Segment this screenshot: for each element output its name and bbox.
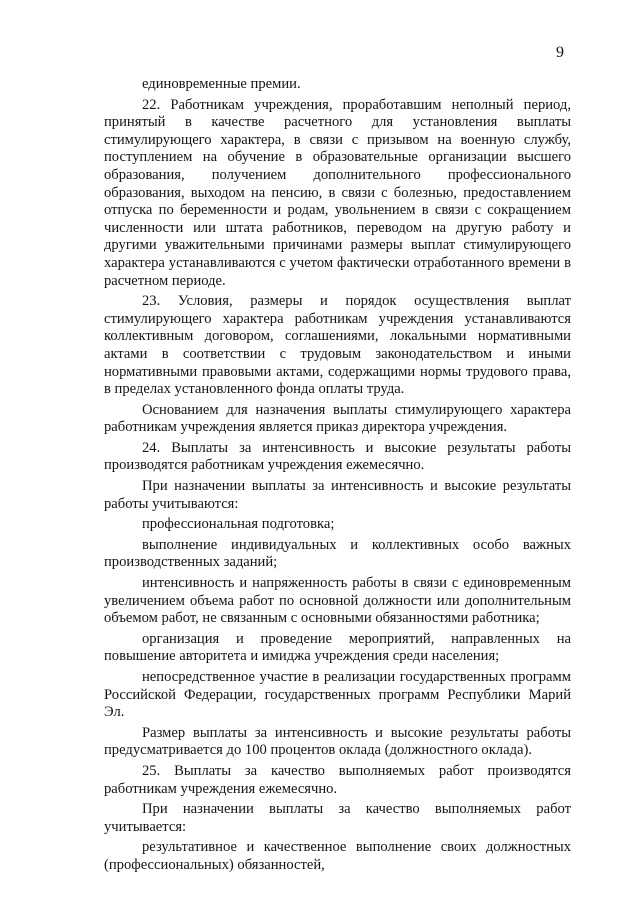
list-item-performance: результативное и качественное выполнение своих должностных (профессиональных) обязанностей,: [104, 839, 571, 873]
paragraph-basis-order: Основанием для назначения выплаты стимулирующего характера работникам учреждения является приказ директора учреждения.: [104, 401, 571, 436]
paragraph-clause-25: 25. Выплаты за качество выполняемых работ производятся работникам учреждения ежемесячно.: [104, 762, 571, 797]
list-item-special-tasks: выполнение индивидуальных и коллективных особо важных производственных заданий;: [104, 536, 571, 571]
list-item-intensity: интенсивность и напряженность работы в связи с единовременным увеличением объема работ по основной должности или дополнительным объемом работ, не связанным с основными обязанностями работника;: [104, 575, 571, 627]
list-item-programs: непосредственное участие в реализации государственных программ Российской Федерации, государственных программ Республики Марий Эл.: [104, 669, 571, 721]
paragraph-continuation: единовременные премии.: [142, 76, 301, 92]
document-body: [104, 76, 571, 875]
page-number: 9: [556, 44, 564, 61]
paragraph-quality-intro: При назначении выплаты за качество выполняемых работ учитывается:: [104, 801, 571, 835]
paragraph-clause-24: 24. Выплаты за интенсивность и высокие результаты работы производятся работникам учреждения ежемесячно.: [104, 439, 571, 474]
list-item-training: профессиональная подготовка;: [142, 516, 335, 533]
paragraph-clause-23: 23. Условия, размеры и порядок осуществления выплат стимулирующего характера работникам учреждения устанавливаются коллективным договором, соглашениями, локальными нормативными актами в соответствии с трудовым законодательством и иными нормативными правовыми актами, содержащими нормы трудового права, в пределах установленного фонда оплаты труда.: [104, 293, 571, 398]
paragraph-payment-size: Размер выплаты за интенсивность и высокие результаты работы предусматривается до 100 процентов оклада (должностного оклада).: [104, 724, 571, 759]
paragraph-criteria-intro: При назначении выплаты за интенсивность и высокие результаты работы учитываются:: [104, 478, 571, 512]
paragraph-clause-22: 22. Работникам учреждения, проработавшим неполный период, принятый в качестве расчетного для установления выплаты стимулирующего характера, в связи с призывом на военную службу, поступлением на обучение в образовательные организации высшего образования, получением дополнительного профессионального образования, выходом на пенсию, в связи с болезнью, предоставлением отпуска по беременности и родам, увольнением в связи с сокращением численности или штата работников, переводом на другую работу и другими уважительными причинами размеры выплат стимулирующего характера устанавливаются с учетом фактически отработанного времени в расчетном периоде.: [104, 96, 571, 289]
list-item-events: организация и проведение мероприятий, направленных на повышение авторитета и имиджа учреждения среди населения;: [104, 630, 571, 665]
